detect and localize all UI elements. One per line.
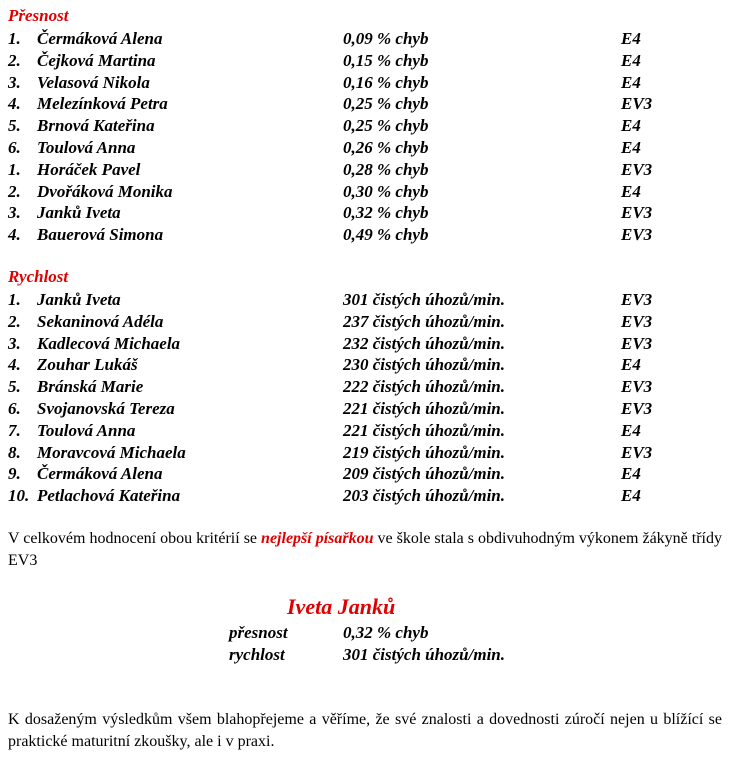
precision-row-value: 0,28 % chyb bbox=[343, 159, 429, 179]
speed-row-class: E4 bbox=[621, 464, 641, 484]
precision-row-rank: 2. bbox=[8, 50, 21, 70]
precision-row-rank: 3. bbox=[8, 203, 21, 223]
speed-row bbox=[0, 289, 738, 311]
speed-row-class: EV3 bbox=[621, 311, 653, 331]
winner-speed-label: rychlost bbox=[229, 645, 285, 664]
speed-row-rank: 2. bbox=[8, 311, 21, 331]
winner-speed-value: 301 čistých úhozů/min. bbox=[343, 645, 506, 664]
precision-row-value: 0,15 % chyb bbox=[343, 50, 429, 70]
precision-row-rank: 5. bbox=[8, 116, 21, 136]
speed-row-name: Svojanovská Tereza bbox=[37, 399, 175, 418]
summary-highlight: nejlepší písařkou bbox=[261, 530, 374, 547]
precision-row-class: E4 bbox=[621, 72, 641, 92]
precision-row bbox=[0, 137, 738, 159]
speed-row-class: E4 bbox=[621, 420, 641, 440]
speed-row bbox=[0, 398, 738, 420]
precision-row-value: 0,32 % chyb bbox=[343, 203, 429, 223]
speed-row-rank: 4. bbox=[8, 355, 21, 375]
precision-row-value: 0,26 % chyb bbox=[343, 138, 429, 157]
speed-row bbox=[0, 311, 738, 333]
precision-row-value: 0,16 % chyb bbox=[343, 72, 429, 92]
precision-row-value: 0,49 % chyb bbox=[343, 225, 429, 245]
speed-row-name: Toulová Anna bbox=[37, 420, 136, 440]
precision-row-value: 0,25 % chyb bbox=[343, 116, 429, 136]
precision-row-class: EV3 bbox=[621, 203, 653, 223]
speed-row-value: 222 čistých úhozů/min. bbox=[343, 377, 506, 397]
speed-row-name: Kadlecová Michaela bbox=[37, 333, 181, 353]
winner-precision-value: 0,32 % chyb bbox=[343, 623, 429, 642]
closing-paragraph: K dosaženým výsledkům všem blahopřejeme a věříme, že své znalosti a dovednosti zúročí nejen u blížící se praktické maturitní zkoušky, ale i v praxi. bbox=[8, 711, 722, 750]
speed-row bbox=[0, 376, 738, 398]
speed-row-class: EV3 bbox=[621, 333, 653, 353]
precision-row-rank: 1. bbox=[8, 159, 21, 179]
precision-row-class: E4 bbox=[621, 50, 641, 70]
speed-row-value: 237 čistých úhozů/min. bbox=[343, 311, 506, 331]
speed-row-value: 203 čistých úhozů/min. bbox=[343, 486, 506, 506]
speed-row-rank: 10. bbox=[8, 486, 30, 506]
speed-row-name: Janků Iveta bbox=[37, 290, 121, 309]
speed-row-class: E4 bbox=[621, 486, 641, 506]
speed-row-name: Čermáková Alena bbox=[37, 464, 163, 484]
winner-name: Iveta Janků bbox=[287, 594, 396, 619]
precision-row-name: Čejková Martina bbox=[37, 50, 156, 70]
speed-row-class: EV3 bbox=[621, 377, 653, 397]
speed-row-rank: 7. bbox=[8, 420, 21, 440]
precision-row bbox=[0, 50, 738, 72]
speed-row-value: 221 čistých úhozů/min. bbox=[343, 420, 506, 440]
speed-title: Rychlost bbox=[8, 267, 69, 286]
speed-row-name: Zouhar Lukáš bbox=[37, 355, 138, 375]
speed-row bbox=[0, 420, 738, 442]
summary-paragraph bbox=[8, 528, 722, 572]
precision-row-name: Horáček Pavel bbox=[37, 159, 141, 179]
precision-row-name: Toulová Anna bbox=[37, 138, 136, 157]
speed-row-name: Sekaninová Adéla bbox=[37, 311, 164, 331]
precision-row-value: 0,30 % chyb bbox=[343, 181, 429, 201]
speed-row bbox=[0, 485, 738, 507]
speed-row-name: Petlachová Kateřina bbox=[37, 486, 181, 506]
precision-row-class: EV3 bbox=[621, 94, 653, 114]
precision-row-rank: 2. bbox=[8, 181, 21, 201]
precision-row-rank: 6. bbox=[8, 138, 21, 157]
summary-before: V celkovém hodnocení obou kritérií se bbox=[8, 530, 262, 547]
speed-row bbox=[0, 354, 738, 376]
precision-row-class: E4 bbox=[621, 181, 641, 201]
precision-row-class: E4 bbox=[621, 138, 641, 157]
precision-row-name: Bauerová Simona bbox=[37, 225, 164, 245]
speed-row-rank: 6. bbox=[8, 399, 21, 418]
precision-row bbox=[0, 28, 738, 50]
precision-row bbox=[0, 202, 738, 224]
summary-after: ve škole stala s obdivuhodným výkonem žákyně třídy EV3 bbox=[8, 530, 722, 569]
speed-row bbox=[0, 463, 738, 485]
precision-row-value: 0,25 % chyb bbox=[343, 94, 429, 114]
speed-row-rank: 8. bbox=[8, 442, 21, 462]
precision-row-class: E4 bbox=[621, 29, 641, 48]
precision-row bbox=[0, 93, 738, 115]
speed-row-value: 209 čistých úhozů/min. bbox=[343, 464, 506, 484]
precision-row-rank: 1. bbox=[8, 29, 21, 48]
speed-row bbox=[0, 333, 738, 355]
precision-title: Přesnost bbox=[8, 6, 69, 25]
speed-row-rank: 5. bbox=[8, 377, 21, 397]
precision-row-rank: 4. bbox=[8, 225, 21, 245]
precision-row-class: EV3 bbox=[621, 225, 653, 245]
precision-row-class: EV3 bbox=[621, 159, 653, 179]
precision-row bbox=[0, 159, 738, 181]
precision-row-name: Čermáková Alena bbox=[37, 29, 163, 48]
precision-row-name: Velasová Nikola bbox=[37, 72, 150, 92]
precision-row bbox=[0, 224, 738, 246]
speed-row bbox=[0, 442, 738, 464]
speed-row-rank: 3. bbox=[8, 333, 21, 353]
speed-row-class: EV3 bbox=[621, 442, 653, 462]
precision-row bbox=[0, 72, 738, 94]
speed-row-value: 301 čistých úhozů/min. bbox=[343, 290, 506, 309]
speed-row-name: Bránská Marie bbox=[37, 377, 144, 397]
speed-row-class: EV3 bbox=[621, 399, 653, 418]
speed-row-value: 230 čistých úhozů/min. bbox=[343, 355, 506, 375]
speed-row-class: EV3 bbox=[621, 290, 653, 309]
speed-row-rank: 9. bbox=[8, 464, 21, 484]
precision-row-rank: 4. bbox=[8, 94, 21, 114]
precision-row-name: Melezínková Petra bbox=[37, 94, 168, 114]
speed-row-value: 232 čistých úhozů/min. bbox=[343, 333, 506, 353]
precision-row-class: E4 bbox=[621, 116, 641, 136]
speed-row-value: 221 čistých úhozů/min. bbox=[343, 399, 506, 418]
precision-row-rank: 3. bbox=[8, 72, 21, 92]
precision-row-value: 0,09 % chyb bbox=[343, 29, 429, 48]
speed-row-value: 219 čistých úhozů/min. bbox=[343, 442, 506, 462]
speed-row-name: Moravcová Michaela bbox=[37, 442, 186, 462]
winner-precision-label: přesnost bbox=[229, 623, 288, 642]
precision-row-name: Brnová Kateřina bbox=[37, 116, 155, 136]
precision-row-name: Janků Iveta bbox=[37, 203, 121, 223]
speed-row-rank: 1. bbox=[8, 290, 21, 309]
precision-row bbox=[0, 115, 738, 137]
precision-row bbox=[0, 181, 738, 203]
precision-row-name: Dvořáková Monika bbox=[37, 181, 173, 201]
speed-row-class: E4 bbox=[621, 355, 641, 375]
